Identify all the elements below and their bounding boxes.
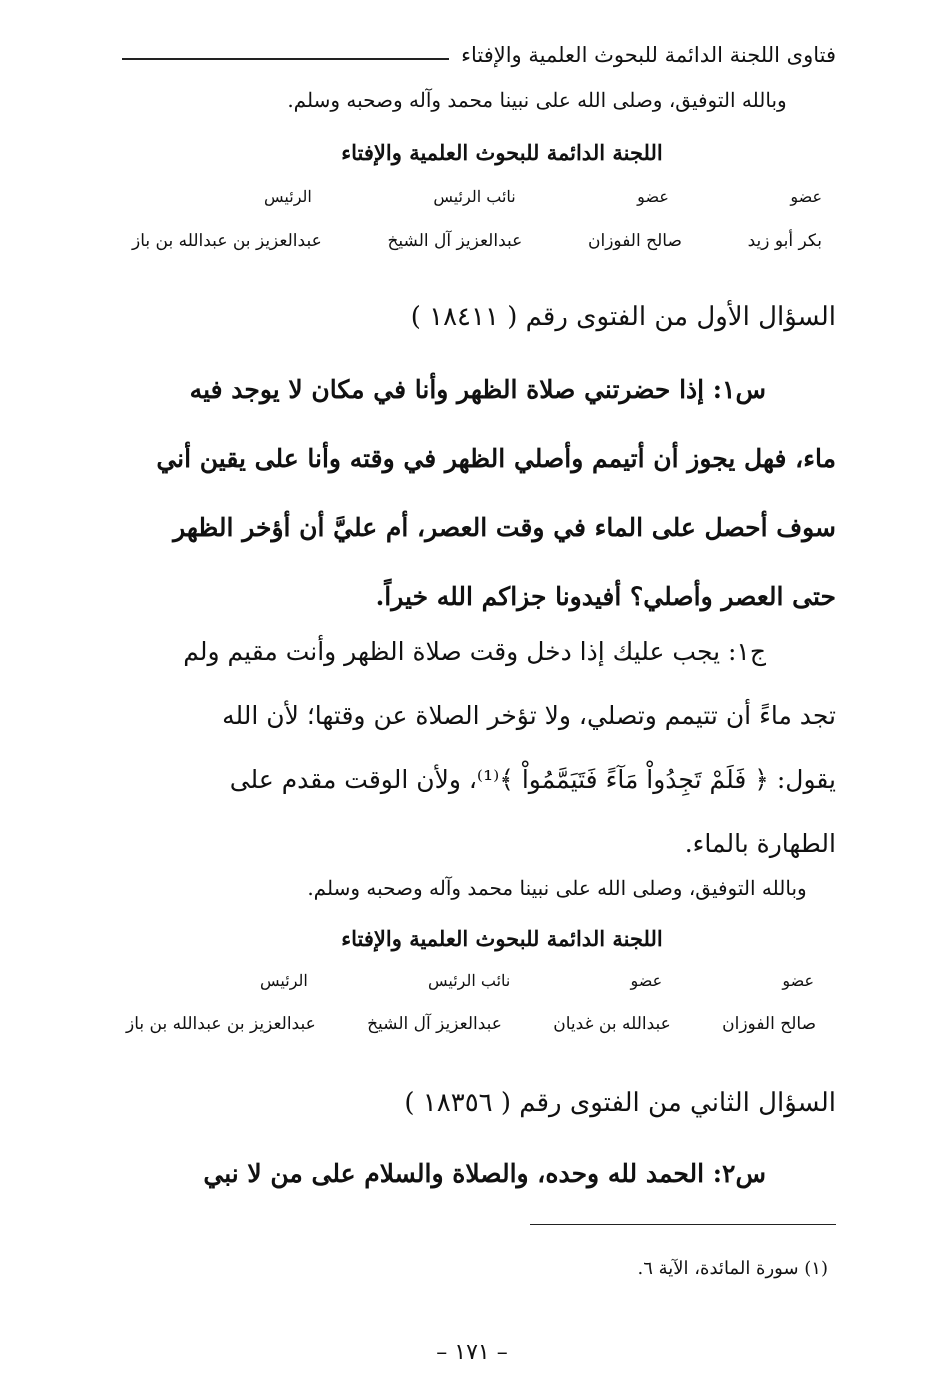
roles-row-2 xyxy=(260,971,814,990)
question-1-text xyxy=(118,355,836,631)
header-title: فتاوى اللجنة الدائمة للبحوث العلمية والإفتاء xyxy=(461,43,836,67)
role-president: الرئيس xyxy=(264,187,312,206)
question-1-line: ماء، فهل يجوز أن أتيمم وأصلي الظهر في وقته وأنا على يقين أني xyxy=(156,444,836,473)
page-number: – ١٧١ – xyxy=(436,1340,508,1365)
question-1-line: سوف أحصل على الماء في وقت العصر، أم عليَّ أن أؤخر الظهر xyxy=(173,513,836,542)
answer-1-line: الطهارة بالماء. xyxy=(684,829,836,858)
role-member: عضو xyxy=(782,971,814,990)
role-member: عضو xyxy=(790,187,822,206)
answer-1-line: ج١: يجب عليك إذا دخل وقت صلاة الظهر وأنت مقيم ولم xyxy=(183,637,766,666)
header-rule xyxy=(122,58,449,60)
roles-row-1 xyxy=(264,187,822,206)
running-header xyxy=(122,38,836,72)
answer-1-text xyxy=(118,620,836,876)
committee-title-2: اللجنة الدائمة للبحوث العلمية والإفتاء xyxy=(341,926,663,951)
closing-line-1: وبالله التوفيق، وصلى الله على نبينا محمد وآله وصحبه وسلم. xyxy=(287,88,787,112)
answer-1-line: تجد ماءً أن تتيمم وتصلي، ولا تؤخر الصلاة عن وقتها؛ لأن الله xyxy=(222,701,836,730)
role-president: الرئيس xyxy=(260,971,308,990)
names-row-1 xyxy=(132,231,822,251)
signatory-name: عبدالعزيز بن عبدالله بن باز xyxy=(132,231,322,251)
signatory-name: بكر أبو زيد xyxy=(747,231,822,251)
signatory-name: عبدالعزيز آل الشيخ xyxy=(387,231,523,251)
signatory-name: صالح الفوزان xyxy=(722,1014,816,1034)
signatory-name: عبدالعزيز بن عبدالله بن باز xyxy=(126,1014,316,1034)
closing-line-2: وبالله التوفيق، وصلى الله على نبينا محمد وآله وصحبه وسلم. xyxy=(307,876,807,900)
role-vice-president: نائب الرئيس xyxy=(433,187,516,206)
footnote: (١) سورة المائدة، الآية ٦. xyxy=(637,1258,828,1279)
signatory-name: صالح الفوزان xyxy=(588,231,682,251)
question-1-line: س١: إذا حضرتني صلاة الظهر وأنا في مكان لا يوجد فيه xyxy=(189,375,766,404)
role-member: عضو xyxy=(630,971,663,990)
question-1-line: حتى العصر وأصلي؟ أفيدونا جزاكم الله خيراً. xyxy=(375,582,836,611)
question-heading-2: السؤال الثاني من الفتوى رقم ( ١٨٣٥٦ ) xyxy=(404,1088,836,1118)
signatory-name: عبدالله بن غديان xyxy=(553,1014,671,1034)
answer-1-line: يقول: ﴿ فَلَمْ تَجِدُواْ مَآءً فَتَيَمَّمُواْ ﴾⁽¹⁾، ولأن الوقت مقدم على xyxy=(229,765,836,794)
question-heading-1: السؤال الأول من الفتوى رقم ( ١٨٤١١ ) xyxy=(410,302,836,332)
footnote-rule xyxy=(530,1224,836,1225)
names-row-2 xyxy=(126,1014,816,1034)
signatory-name: عبدالعزيز آل الشيخ xyxy=(367,1014,502,1034)
role-member: عضو xyxy=(637,187,669,206)
question-2-text xyxy=(118,1144,836,1204)
question-2-line: س٢: الحمد لله وحده، والصلاة والسلام على من لا نبي xyxy=(203,1159,766,1188)
committee-title-1: اللجنة الدائمة للبحوث العلمية والإفتاء xyxy=(341,140,663,165)
role-vice-president: نائب الرئيس xyxy=(427,971,511,990)
